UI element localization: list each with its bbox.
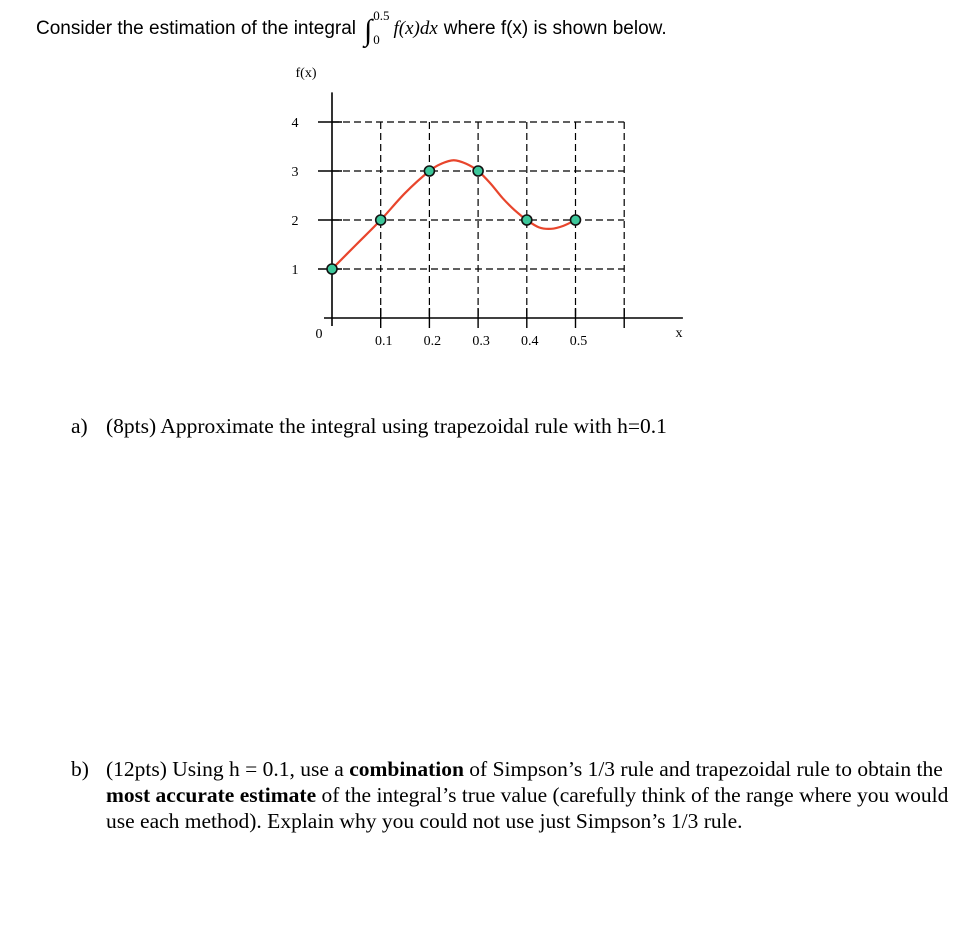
upper-limit: 0.5 <box>373 8 390 23</box>
x-tick-label-0: 0 <box>315 327 323 342</box>
question-a-label: a) <box>71 414 88 438</box>
x-tick-label-0.1: 0.1 <box>374 334 393 349</box>
x-tick-label-0.2: 0.2 <box>423 334 442 349</box>
question-b-text-2: of Simpson’s 1/3 rule and trapezoidal rule to obtain the <box>463 757 943 781</box>
y-tick-label-2: 2 <box>291 214 299 229</box>
x-tick-label-0.3: 0.3 <box>472 334 490 349</box>
lower-limit: 0 <box>373 32 380 47</box>
question-a-text: (8pts) Approximate the integral using trapezoidal rule with h=0.1 <box>106 414 667 438</box>
intro-text-before: Consider the estimation of the integral <box>36 18 357 39</box>
function-chart <box>270 55 720 360</box>
data-point-4 <box>522 215 532 225</box>
question-b-text-1: (12pts) Using h = 0.1, use a <box>106 757 350 781</box>
question-a <box>71 413 667 439</box>
data-point-5 <box>571 215 581 225</box>
function-curve <box>332 160 576 269</box>
emphasis-combination: combination <box>349 757 464 781</box>
intro-text-after: where f(x) is shown below. <box>443 18 667 39</box>
question-b-label: b) <box>71 757 89 781</box>
y-axis-label: f(x) <box>295 66 317 81</box>
data-point-3 <box>473 166 483 176</box>
x-tick-label-0.5: 0.5 <box>569 334 588 349</box>
integrand: f(x)dx <box>393 18 438 39</box>
data-point-0 <box>327 264 337 274</box>
y-tick-label-3: 3 <box>291 165 299 180</box>
y-tick-label-4: 4 <box>291 116 299 131</box>
integral-limits <box>373 8 390 47</box>
question-b-text-3: of the integral’s true value (carefully think of the range where you would use each method). Explain why you could not use just Simpson’s 1/3 rule. <box>106 783 949 833</box>
emphasis-most-accurate: most accurate estimate <box>106 783 317 807</box>
x-axis-label: x <box>675 326 683 341</box>
data-point-1 <box>376 215 386 225</box>
problem-statement <box>36 8 667 47</box>
integral-sign: ∫ <box>364 14 373 47</box>
question-b <box>71 756 951 834</box>
data-point-2 <box>424 166 434 176</box>
y-tick-label-1: 1 <box>291 263 299 278</box>
x-tick-label-0.4: 0.4 <box>521 334 539 349</box>
chart-axes <box>324 92 683 326</box>
chart-ticks <box>292 116 625 349</box>
integral-expression <box>364 8 438 47</box>
question-b-text <box>106 756 951 834</box>
